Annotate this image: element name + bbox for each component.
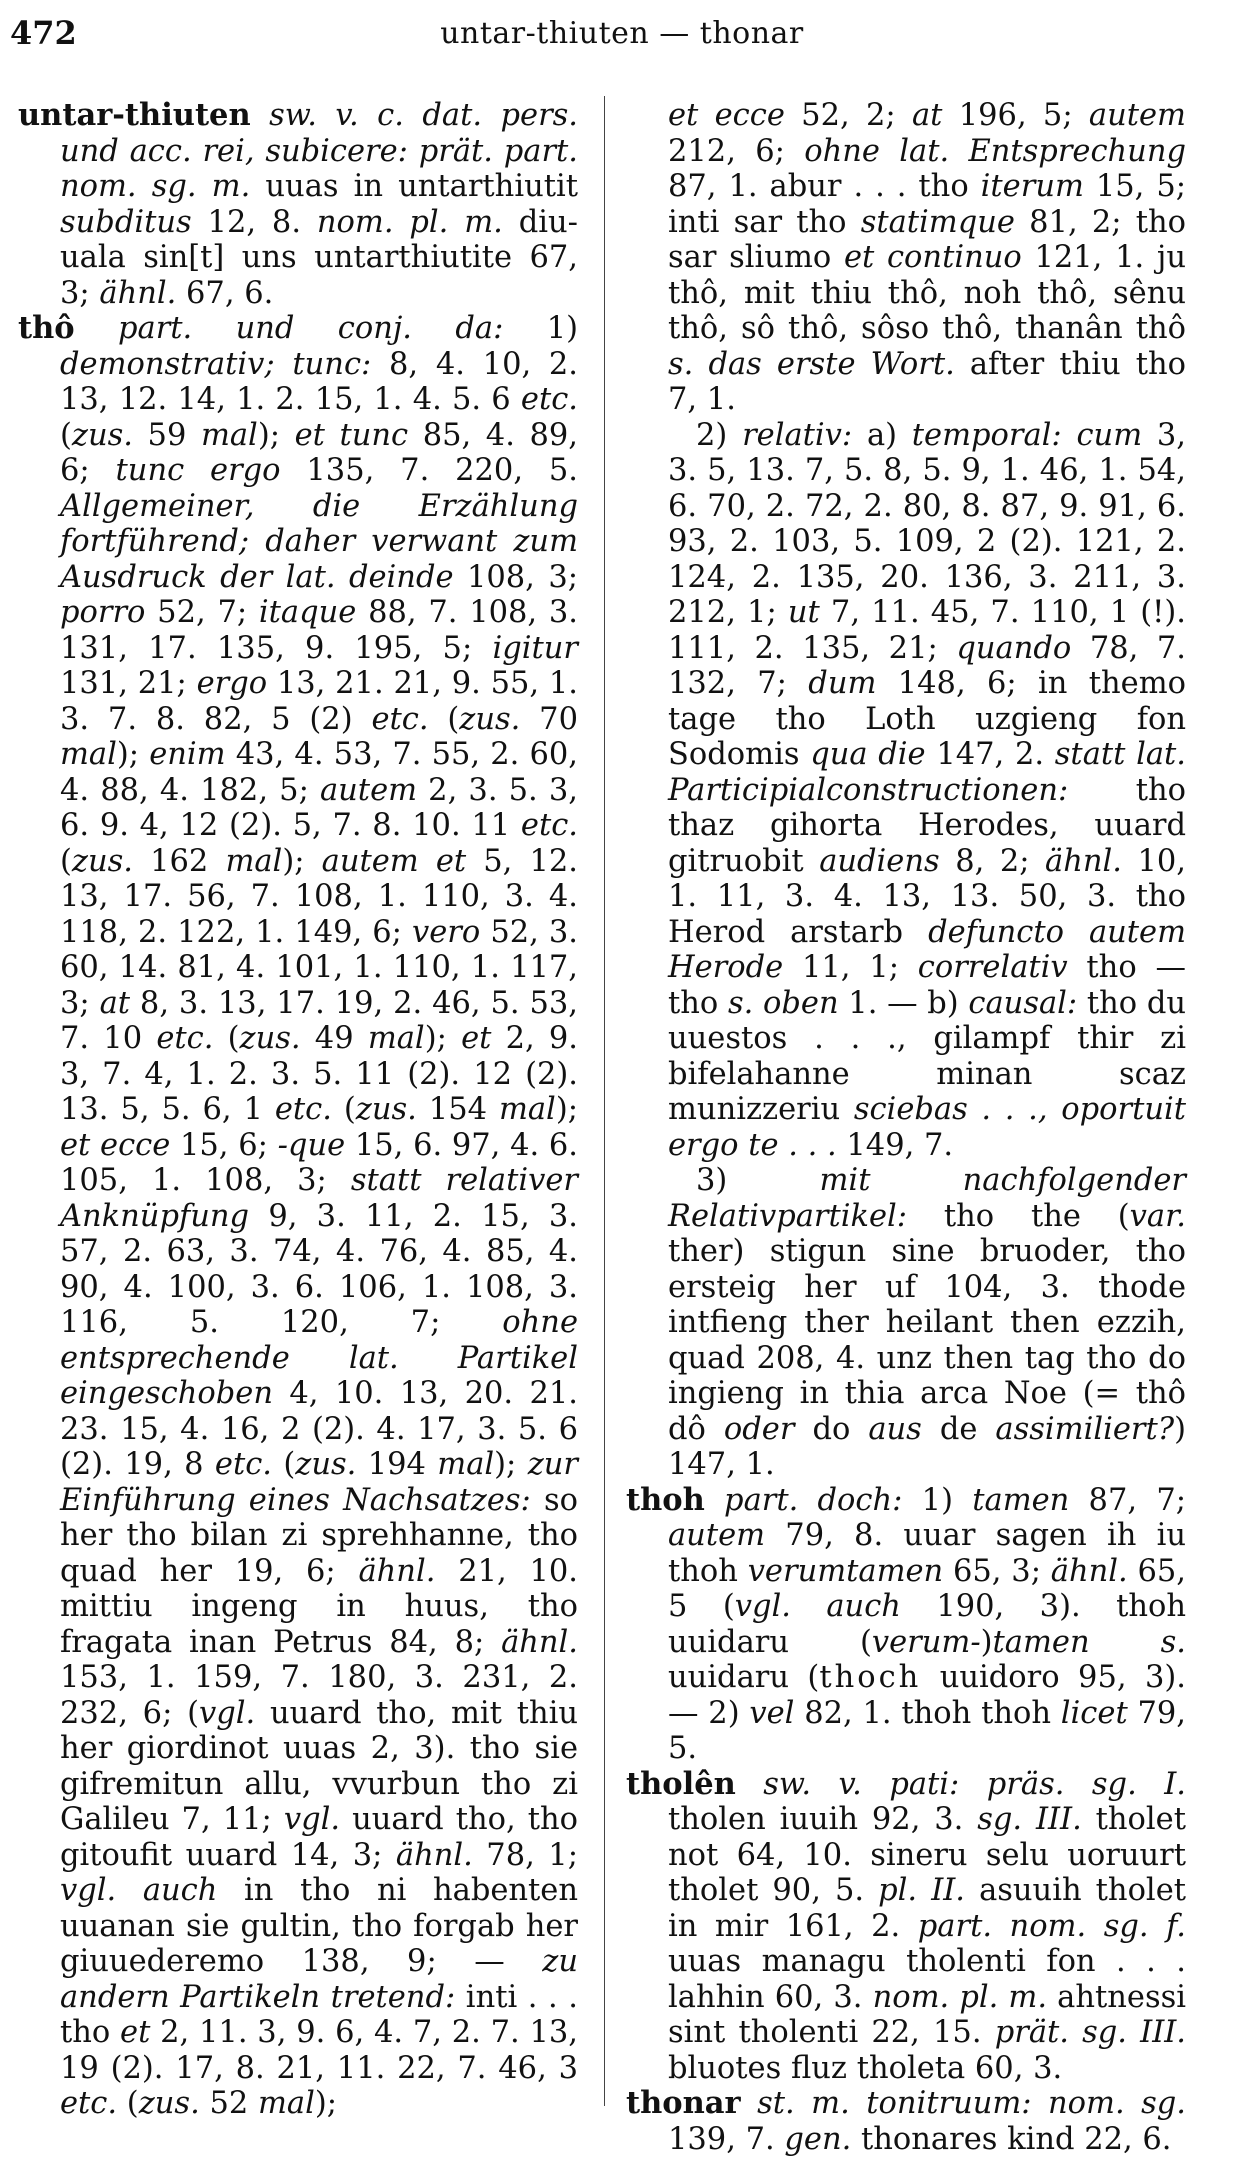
headword: thô (18, 310, 75, 346)
right-column (626, 98, 1186, 2157)
headword: untar-thiuten (18, 97, 251, 133)
left-column (18, 98, 578, 2122)
dictionary-entry (626, 2086, 1186, 2157)
entry-sense (626, 418, 1186, 1164)
entry-body: 2) relativ: a) temporal: cum 3, 3. 5, 13. 7, 5. 8, 5. 9, 1. 46, 1. 54, 6. 70, 2. 72, 2. 80, 8. 87, 9. 91, 6. 93, 2. 103, 5. 109, 2 (2). 121, 2. 124, 2. 135, 20. 136, 3. 211, 3. 212, 1; ut 7, 11. 45, 7. 110, 1 (!). 111, 2. 135, 21; quando 78, 7. 132, 7; dum 148, 6; in themo tage tho Loth uzgieng fon Sodomis qua die 147, 2. statt lat. Participialconstructionen: tho thaz gihorta Herodes, uuard gitruobit audiens 8, 2; ähnl. 10, 1. 11, 3. 4. 13, 13. 50, 3. tho Herod arstarb defuncto autem Herode 11, 1; correlativ tho — tho s. oben 1. — b) causal: tho du uuestos . . ., gilampf thir zi bifelahanne minan scaz munizzeriu sciebas . . ., oportuit ergo te . . . 149, 7. (668, 417, 1187, 1163)
entry-body: et ecce 52, 2; at 196, 5; autem 212, 6; ohne lat. Entsprechung 87, 1. abur . . . tho iterum 15, 5; inti sar tho statimque 81, 2; tho sar sliumo et continuo 121, 1. ju thô, mit thiu thô, noh thô, sênu thô, sô thô, sôso thô, thanân thô s. das erste Wort. after thiu tho 7, 1. (668, 98, 1187, 417)
headword: thonar (626, 2085, 741, 2121)
dictionary-entry (18, 311, 578, 2122)
running-head: untar-thiuten — thonar (440, 16, 804, 51)
entry-body: part. und conj. da: 1) demonstrativ; tunc: 8, 4. 10, 2. 13, 12. 14, 1. 2. 15, 1. 4. 5. 6 etc. (zus. 59 mal); et tunc 85, 4. 89, 6; tunc ergo 135, 7. 220, 5. Allgemeiner, die Erzählung fortführend; daher verwant zum Ausdruck der lat. deinde 108, 3; porro 52, 7; itaque 88, 7. 108, 3. 131, 17. 135, 9. 195, 5; igitur 131, 21; ergo 13, 21. 21, 9. 55, 1. 3. 7. 8. 82, 5 (2) etc. (zus. 70 mal); enim 43, 4. 53, 7. 55, 2. 60, 4. 88, 4. 182, 5; autem 2, 3. 5. 3, 6. 9. 4, 12 (2). 5, 7. 8. 10. 11 etc. (zus. 162 mal); autem et 5, 12. 13, 17. 56, 7. 108, 1. 110, 3. 4. 118, 2. 122, 1. 149, 6; vero 52, 3. 60, 14. 81, 4. 101, 1. 110, 1. 117, 3; at 8, 3. 13, 17. 19, 2. 46, 5. 53, 7. 10 etc. (zus. 49 mal); et 2, 9. 3, 7. 4, 1. 2. 3. 5. 11 (2). 12 (2). 13. 5, 5. 6, 1 etc. (zus. 154 mal); et ecce 15, 6; -que 15, 6. 97, 4. 6. 105, 1. 108, 3; statt relativer Anknüpfung 9, 3. 11, 2. 15, 3. 57, 2. 63, 3. 74, 4. 76, 4. 85, 4. 90, 4. 100, 3. 6. 106, 1. 108, 3. 116, 5. 120, 7; ohne entsprechende lat. Partikel eingeschoben 4, 10. 13, 20. 21. 23. 15, 4. 16, 2 (2). 4. 17, 3. 5. 6 (2). 19, 8 etc. (zus. 194 mal); zur Einführung eines Nachsatzes: so her tho bilan zi sprehhanne, tho quad her 19, 6; ähnl. 21, 10. mittiu ingeng in huus, tho fragata inan Petrus 84, 8; ähnl. 153, 1. 159, 7. 180, 3. 231, 2. 232, 6; (vgl. uuard tho, mit thiu her giordinot uuas 2, 3). tho sie gifremitun allu, vvurbun tho zi Galileu 7, 11; vgl. uuard tho, tho gitoufit uuard 14, 3; ähnl. 78, 1; vgl. auch in tho ni habenten uuanan sie gultin, tho forgab her giuuederemo 138, 9; — zu andern Partikeln tretend: inti . . . tho et 2, 11. 3, 9. 6, 4. 7, 2. 7. 13, 19 (2). 17, 8. 21, 11. 22, 7. 46, 3 etc. (zus. 52 mal); (60, 311, 579, 2121)
dictionary-entry (18, 98, 578, 311)
column-divider (604, 96, 605, 2106)
entry-body: part. doch: 1) tamen 87, 7; autem 79, 8. uuar sagen ih iu thoh verumtamen 65, 3; ähnl. 65, 5 (vgl. auch 190, 3). thoh uuidaru (verum-)tamen s. uuidaru (thoch uuidoro 95, 3). — 2) vel 82, 1. thoh thoh licet 79, 5. (668, 1482, 1187, 1766)
headword: tholên (626, 1765, 736, 1802)
entry-body: sw. v. c. dat. pers. und acc. rei, subicere: prät. part. nom. sg. m. uuas in untarthiutit subditus 12, 8. nom. pl. m. diu-uala sin[t] uns untarthiutite 67, 3; ähnl. 67, 6. (60, 98, 578, 311)
entry-continuation (626, 98, 1186, 418)
dictionary-entry (626, 1483, 1186, 1767)
entry-body: st. m. tonitruum: nom. sg. 139, 7. gen. thonares kind 22, 6. (668, 2086, 1186, 2157)
page-number: 472 (10, 14, 77, 52)
dictionary-entry (626, 1767, 1186, 2087)
entry-sense (626, 1163, 1186, 1483)
entry-body: sw. v. pati: präs. sg. I. tholen iuuih 92, 3. sg. III. tholet not 64, 10. sineru selu uoruurt tholet 90, 5. pl. II. asuuih tholet in mir 161, 2. part. nom. sg. f. uuas managu tholenti fon . . . lahhin 60, 3. nom. pl. m. ahtnessi sint tholenti 22, 15. prät. sg. III. bluotes fluz tholeta 60, 3. (668, 1766, 1187, 2086)
entry-body: 3) mit nachfolgender Relativpartikel: tho the (var. ther) stigun sine bruoder, tho ersteig her uf 104, 3. thode intfieng ther heilant then ezzih, quad 208, 4. unz then tag tho do ingieng in thia arca Noe (= thô dô oder do aus de assimiliert?) 147, 1. (668, 1163, 1186, 1482)
headword: thoh (626, 1481, 705, 1518)
